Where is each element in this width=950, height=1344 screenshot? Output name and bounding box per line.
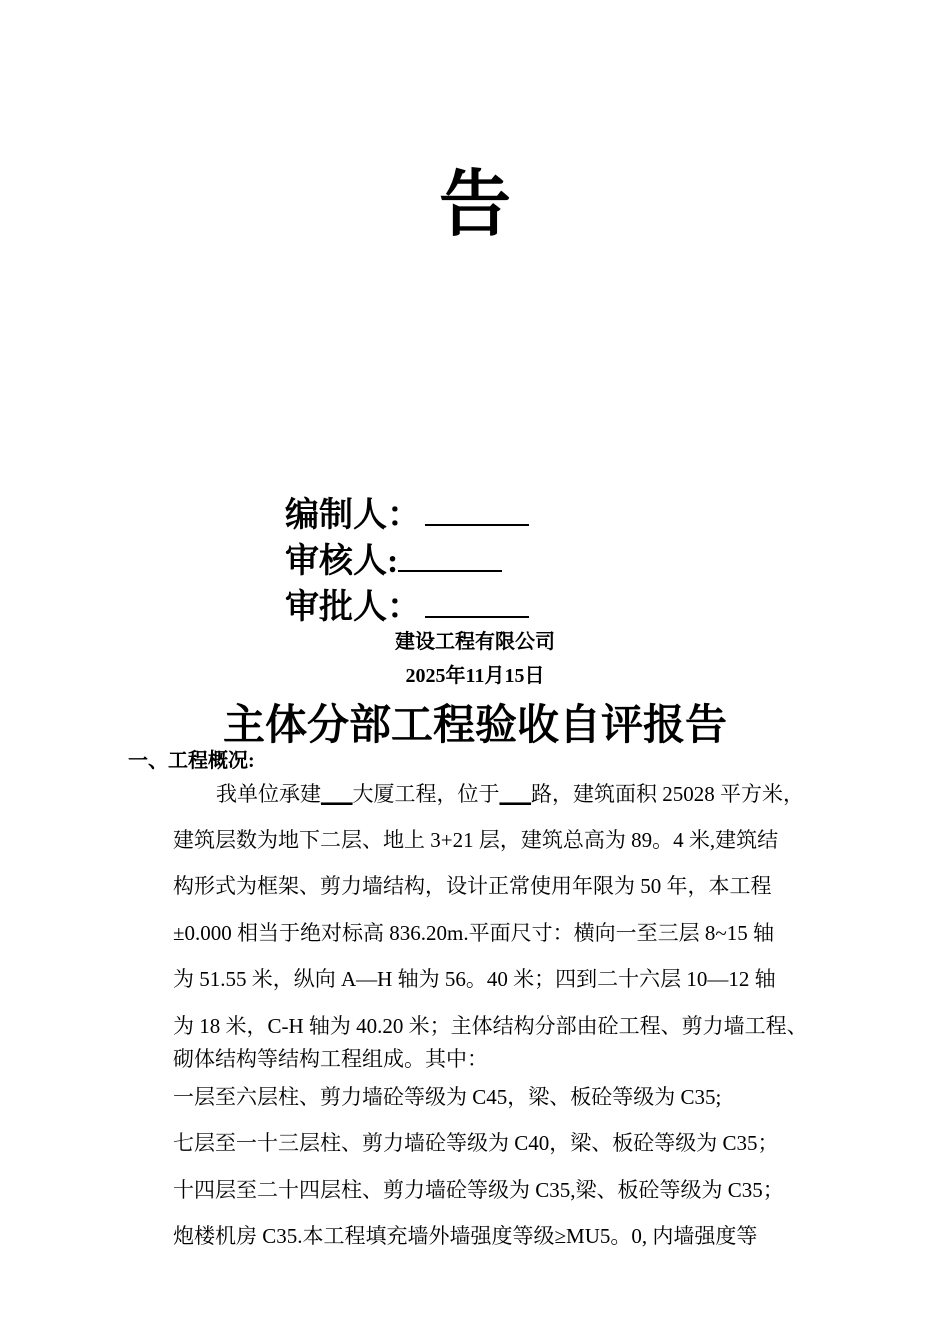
grade-line: 炮楼机房 C35.本工程填充墙外墙强度等级≥MU5。0, 内墙强度等	[173, 1224, 758, 1248]
paragraph-line: 为 18 米，C-H 轴为 40.20 米；主体结构分部由砼工程、剪力墙工程、	[173, 1014, 808, 1038]
paragraph-line: ±0.000 相当于绝对标高 836.20m.平面尺寸：横向一至三层 8~15 轴	[173, 921, 774, 945]
approver-label: 审批人：	[285, 589, 421, 626]
grade-line: 七层至一十三层柱、剪力墙砼等级为 C40，梁、板砼等级为 C35；	[173, 1131, 779, 1155]
approver-blank	[425, 586, 529, 618]
text-span: 大厦工程，位于	[352, 782, 500, 806]
reviewer-signature-line	[285, 540, 502, 584]
compiler-signature-line	[285, 494, 529, 538]
text-span: 我单位承建	[216, 782, 321, 806]
compiler-blank	[425, 494, 529, 526]
paragraph-line: 建筑层数为地下二层、地上 3+21 层，建筑总高为 89。4 米,建筑结	[173, 828, 779, 852]
grade-line: 十四层至二十四层柱、剪力墙砼等级为 C35,梁、板砼等级为 C35；	[173, 1178, 784, 1202]
compiler-label: 编制人：	[285, 497, 421, 534]
reviewer-blank	[398, 540, 502, 572]
report-title: 主体分部工程验收自评报告	[222, 703, 727, 749]
paragraph-line: 构形式为框架、剪力墙结构，设计正常使用年限为 50 年，本工程	[173, 874, 772, 898]
report-date: 2025年11月15日	[405, 665, 545, 687]
cover-title: 告	[438, 165, 511, 245]
paragraph-line	[216, 780, 804, 808]
company-name: 建设工程有限公司	[395, 631, 555, 653]
paragraph-line: 砌体结构等结构工程组成。其中：	[173, 1047, 488, 1071]
project-name-blank: ___	[321, 782, 353, 806]
approver-signature-line	[285, 586, 529, 630]
paragraph-line: 为 51.55 米，纵向 A—H 轴为 56。40 米；四到二十六层 10—12 轴	[173, 967, 776, 991]
section-heading: 一、工程概况:	[128, 750, 255, 772]
text-span: 路，建筑面积 25028 平方米，	[531, 782, 804, 806]
grade-line: 一层至六层柱、剪力墙砼等级为 C45，梁、板砼等级为 C35;	[173, 1085, 722, 1109]
road-name-blank: ___	[499, 782, 531, 806]
reviewer-label: 审核人:	[285, 543, 399, 580]
